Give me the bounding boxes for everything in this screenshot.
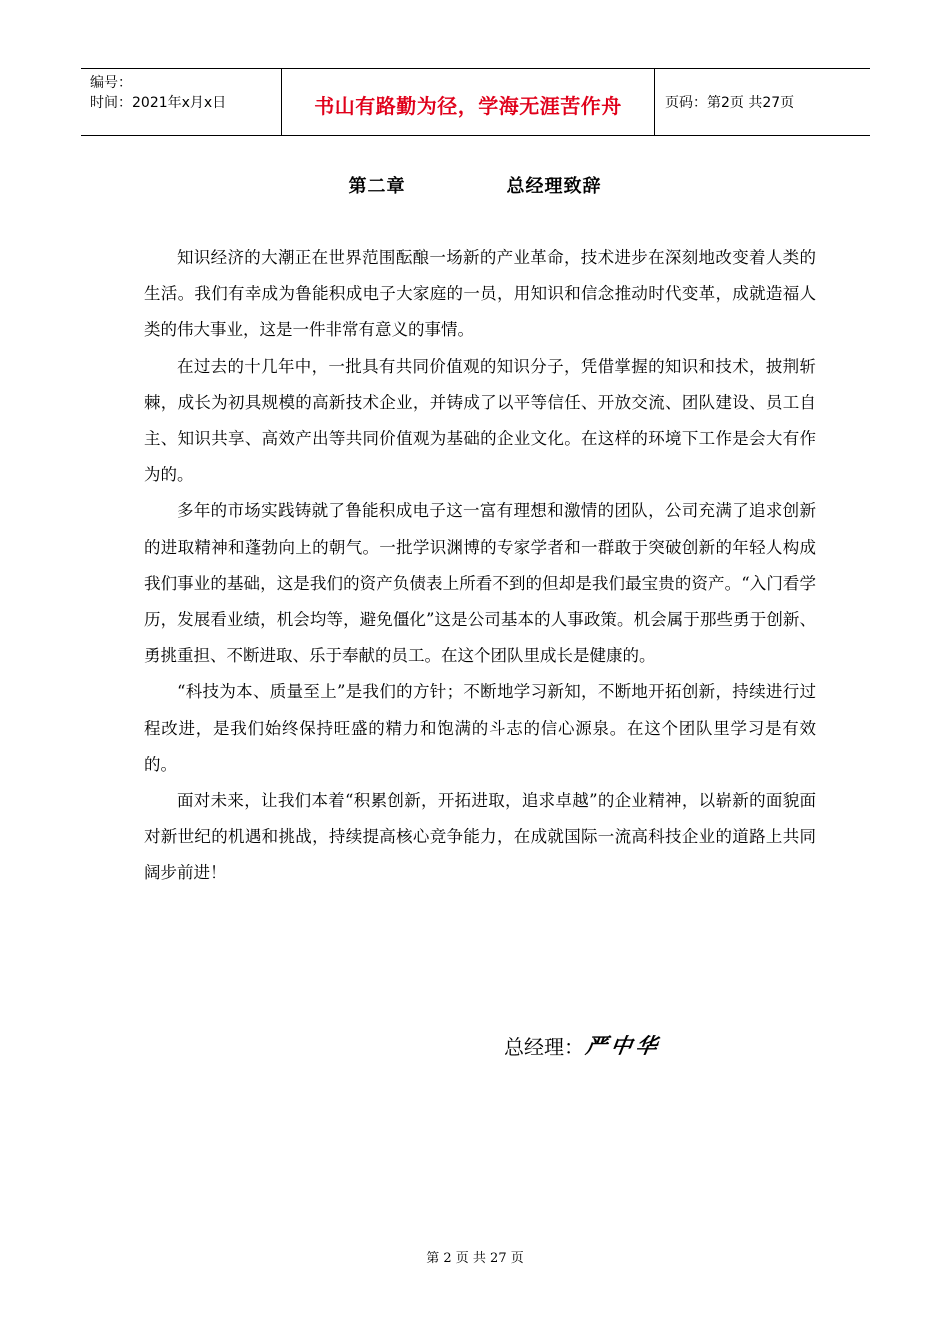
motto-text: 书山有路勤为径，学海无涯苦作舟 [314,93,622,118]
signature [504,1030,661,1060]
signature-name: 严中华 [584,1034,663,1058]
body-text [144,240,816,892]
paragraph: 知识经济的大潮正在世界范围酝酿一场新的产业革命，技术进步在深刻地改变着人类的生活。我们有幸成为鲁能积成电子大家庭的一员，用知识和信念推动时代变革，成就造福人类的伟大事业，这是一件非常有意义的事情。 [144,248,816,340]
header-table [81,68,870,136]
signature-label: 总经理： [504,1034,584,1059]
paragraph: 面对未来，让我们本着“积累创新，开拓进取，追求卓越”的企业精神，以崭新的面貌面对新世纪的机遇和挑战，持续提高核心竞争能力，在成就国际一流高科技企业的道路上共同阔步前进！ [144,791,816,883]
chapter-title: 第二章 总经理致辞 [348,176,602,197]
header-meta-cell [81,69,282,135]
serial-label: 编号： [90,75,132,91]
page-footer: 第 2 页 共 27 页 [426,1251,524,1266]
header-page-cell [655,69,870,135]
paragraph: 多年的市场实践铸就了鲁能积成电子这一富有理想和激情的团队，公司充满了追求创新的进取精神和蓬勃向上的朝气。一批学识渊博的专家学者和一群敢于突破创新的年轻人构成我们事业的基础，这是我们的资产负债表上所看不到的但却是我们最宝贵的资产。“入门看学历，发展看业绩，机会均等，避免僵化”这是公司基本的人事政策。机会属于那些勇于创新、勇挑重担、不断进取、乐于奉献的员工。在这个团队里成长是健康的。 [144,501,816,666]
paragraph: 在过去的十几年中，一批具有共同价值观的知识分子，凭借掌握的知识和技术，披荆斩棘，成长为初具规模的高新技术企业，并铸成了以平等信任、开放交流、团队建设、员工自主、知识共享、高效产出等共同价值观为基础的企业文化。在这样的环境下工作是会大有作为的。 [144,356,816,485]
page-info: 页码：第2页 共27页 [665,95,795,111]
date-text: 时间：2021年x月x日 [90,95,227,111]
header-motto-cell [282,69,655,135]
paragraph: “科技为本、质量至上”是我们的方针；不断地学习新知，不断地开拓创新，持续进行过程改进，是我们始终保持旺盛的精力和饱满的斗志的信心源泉。在这个团队里学习是有效的。 [144,682,816,774]
